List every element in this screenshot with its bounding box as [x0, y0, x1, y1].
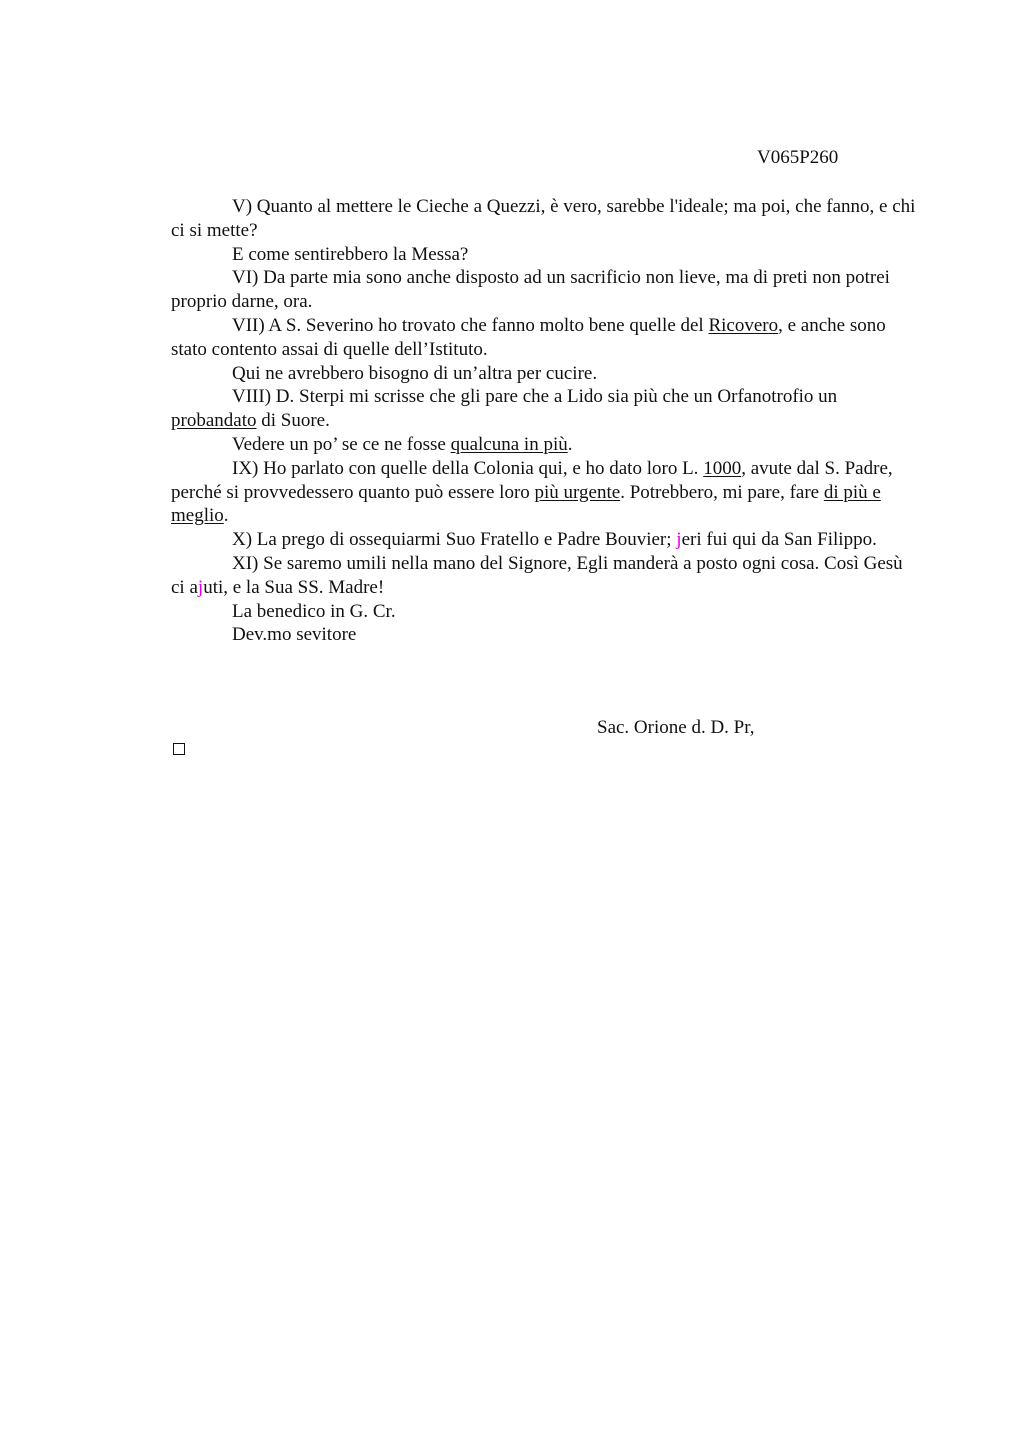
signature: Sac. Orione d. D. Pr, [597, 717, 755, 738]
underlined-text: più urgente [534, 481, 621, 503]
text-run: . [567, 433, 573, 455]
page-code: V065P260 [757, 147, 839, 168]
paragraph-closing: Dev.mo sevitore [232, 624, 357, 646]
text-run: VIII) D. Sterpi mi scrisse che gli pare che a Lido sia più che un Orfanotrofio un [232, 386, 838, 408]
text-run: , avute dal S. Padre, perché si provvedessero quanto può essere loro [171, 457, 893, 503]
paragraph-benedico: La benedico in G. Cr. [232, 600, 396, 622]
highlighted-letter: j [676, 529, 682, 551]
paragraph-x [171, 528, 921, 552]
underlined-text: 1000 [703, 457, 742, 479]
text-run: . [223, 505, 229, 527]
paragraph-vii [171, 314, 921, 362]
paragraph-cucire: Qui ne avrebbero bisogno di un’altra per cucire. [232, 362, 598, 384]
highlighted-letter: j [197, 576, 204, 598]
end-mark-box [173, 743, 185, 755]
text-run: X) La prego di ossequiarmi Suo Fratello e Padre Bouvier; [232, 529, 677, 551]
text-run: VII) A S. Severino ho trovato che fanno molto bene quelle del [232, 314, 709, 336]
underlined-text: Ricovero [708, 314, 779, 336]
paragraph-ix [171, 457, 921, 528]
text-run: IX) Ho parlato con quelle della Colonia qui, e ho dato loro L. [232, 457, 704, 479]
paragraph-xi [171, 552, 921, 600]
letter-body [171, 195, 921, 647]
paragraph-vi: VI) Da parte mia sono anche disposto ad un sacrificio non lieve, ma di preti non potrei proprio darne, ora. [171, 267, 890, 313]
paragraph-viii [171, 385, 921, 433]
underlined-text: qualcuna in più [450, 433, 568, 455]
paragraph-v: V) Quanto al mettere le Cieche a Quezzi, è vero, sarebbe l'ideale; ma poi, che fanno, e chi ci si mette? [171, 196, 916, 241]
text-run: . Potrebbero, mi pare, fare [620, 481, 824, 503]
text-run: di Suore. [256, 410, 330, 432]
paragraph-messa: E come sentirebbero la Messa? [232, 243, 469, 265]
underlined-text: probandato [171, 410, 257, 432]
underlined-text: di più e meglio [171, 481, 881, 527]
text-run: eri fui qui da San Filippo. [681, 529, 877, 551]
paragraph-vedere [171, 433, 921, 457]
text-run: Vedere un po’ se ce ne fosse [232, 433, 451, 455]
text-run: , e anche sono stato contento assai di quelle dell’Istituto. [171, 314, 886, 360]
text-run: XI) Se saremo umili nella mano del Signore, Egli manderà a posto ogni cosa. Così Gesù ci a [171, 552, 903, 598]
text-run: uti, e la Sua SS. Madre! [203, 576, 385, 598]
